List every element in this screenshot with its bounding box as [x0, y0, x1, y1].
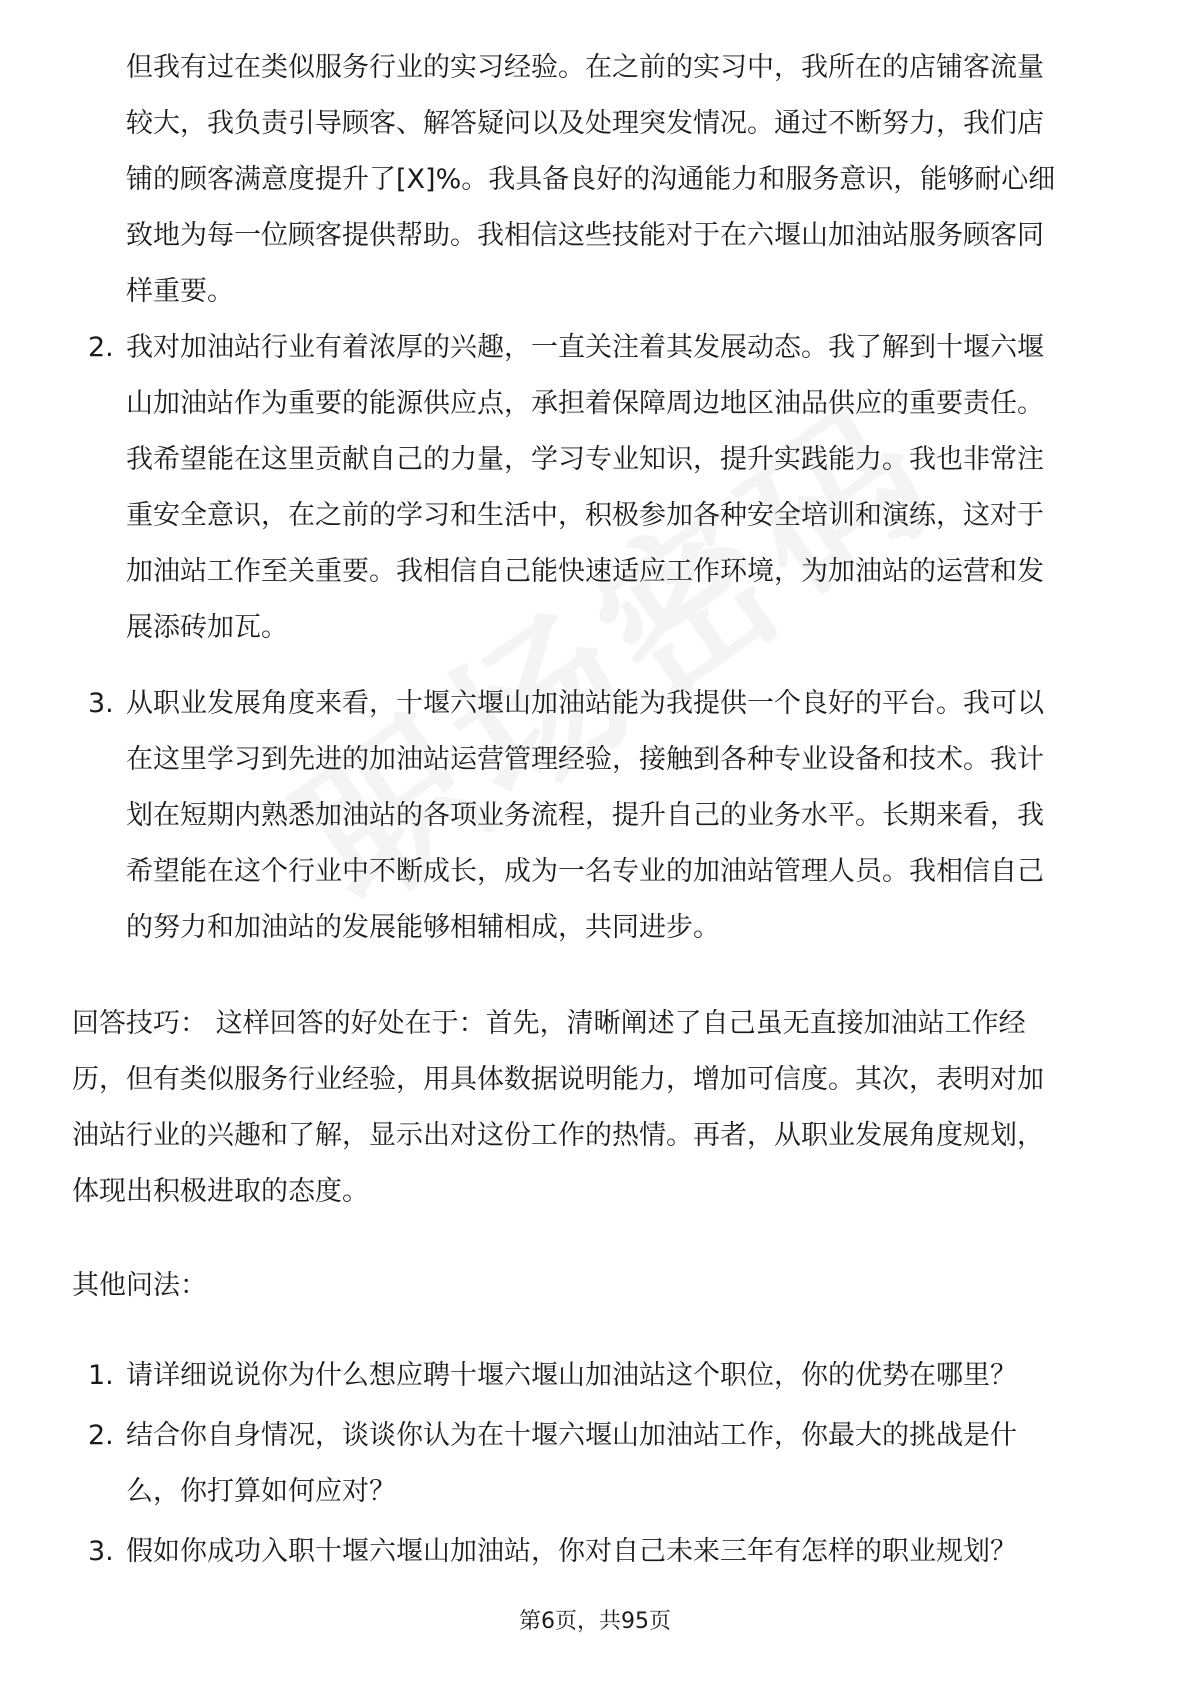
paragraph-line: 铺的顾客满意度提升了[X]%。我具备良好的沟通能力和服务意识，能够耐心细: [126, 164, 1056, 195]
paragraph-line: 划在短期内熟悉加油站的各项业务流程，提升自己的业务水平。长期来看，我: [126, 800, 1044, 831]
paragraph-line: 展添砖加瓦。: [126, 612, 288, 643]
paragraph-line: 的努力和加油站的发展能够相辅相成，共同进步。: [126, 912, 720, 943]
page-footer: 第6页，共95页: [519, 1609, 671, 1634]
question-line: 假如你成功入职十堰六堰山加油站，你对自己未来三年有怎样的职业规划？: [126, 1536, 1017, 1567]
list-number: 1.: [88, 1360, 114, 1391]
paragraph-line: 希望能在这个行业中不断成长，成为一名专业的加油站管理人员。我相信自己: [126, 856, 1044, 887]
list-number: 2.: [88, 1420, 114, 1451]
paragraph-line: 山加油站作为重要的能源供应点，承担着保障周边地区油品供应的重要责任。: [126, 388, 1044, 419]
paragraph-line: 较大，我负责引导顾客、解答疑问以及处理突发情况。通过不断努力，我们店: [126, 108, 1044, 139]
paragraph-line: 我对加油站行业有着浓厚的兴趣，一直关注着其发展动态。我了解到十堰六堰: [126, 332, 1044, 363]
paragraph-line: 加油站工作至关重要。我相信自己能快速适应工作环境，为加油站的运营和发: [126, 556, 1044, 587]
list-number: 2.: [88, 332, 114, 363]
paragraph-line: 但我有过在类似服务行业的实习经验。在之前的实习中，我所在的店铺客流量: [126, 52, 1044, 83]
question-line: 么，你打算如何应对？: [126, 1476, 396, 1507]
list-number: 3.: [88, 1536, 114, 1567]
paragraph-line: 在这里学习到先进的加油站运营管理经验，接触到各种专业设备和技术。我计: [126, 744, 1044, 775]
paragraph-line: 样重要。: [126, 276, 234, 307]
section-heading: 其他问法：: [72, 1270, 207, 1301]
question-line: 结合你自身情况，谈谈你认为在十堰六堰山加油站工作，你最大的挑战是什: [126, 1420, 1017, 1451]
paragraph-line: 致地为每一位顾客提供帮助。我相信这些技能对于在六堰山加油站服务顾客同: [126, 220, 1044, 251]
list-number: 3.: [88, 688, 114, 719]
paragraph-line: 历，但有类似服务行业经验，用具体数据说明能力，增加可信度。其次，表明对加: [72, 1064, 1044, 1095]
question-line: 请详细说说你为什么想应聘十堰六堰山加油站这个职位，你的优势在哪里？: [126, 1360, 1017, 1391]
paragraph-line: 体现出积极进取的态度。: [72, 1176, 369, 1207]
paragraph-line: 我希望能在这里贡献自己的力量，学习专业知识，提升实践能力。我也非常注: [126, 444, 1044, 475]
paragraph-line: 重安全意识，在之前的学习和生活中，积极参加各种安全培训和演练，这对于: [126, 500, 1044, 531]
paragraph-line: 油站行业的兴趣和了解，显示出对这份工作的热情。再者，从职业发展角度规划，: [72, 1120, 1044, 1151]
paragraph-line: 回答技巧： 这样回答的好处在于：首先，清晰阐述了自己虽无直接加油站工作经: [72, 1008, 1026, 1039]
paragraph-line: 从职业发展角度来看，十堰六堰山加油站能为我提供一个良好的平台。我可以: [126, 688, 1044, 719]
